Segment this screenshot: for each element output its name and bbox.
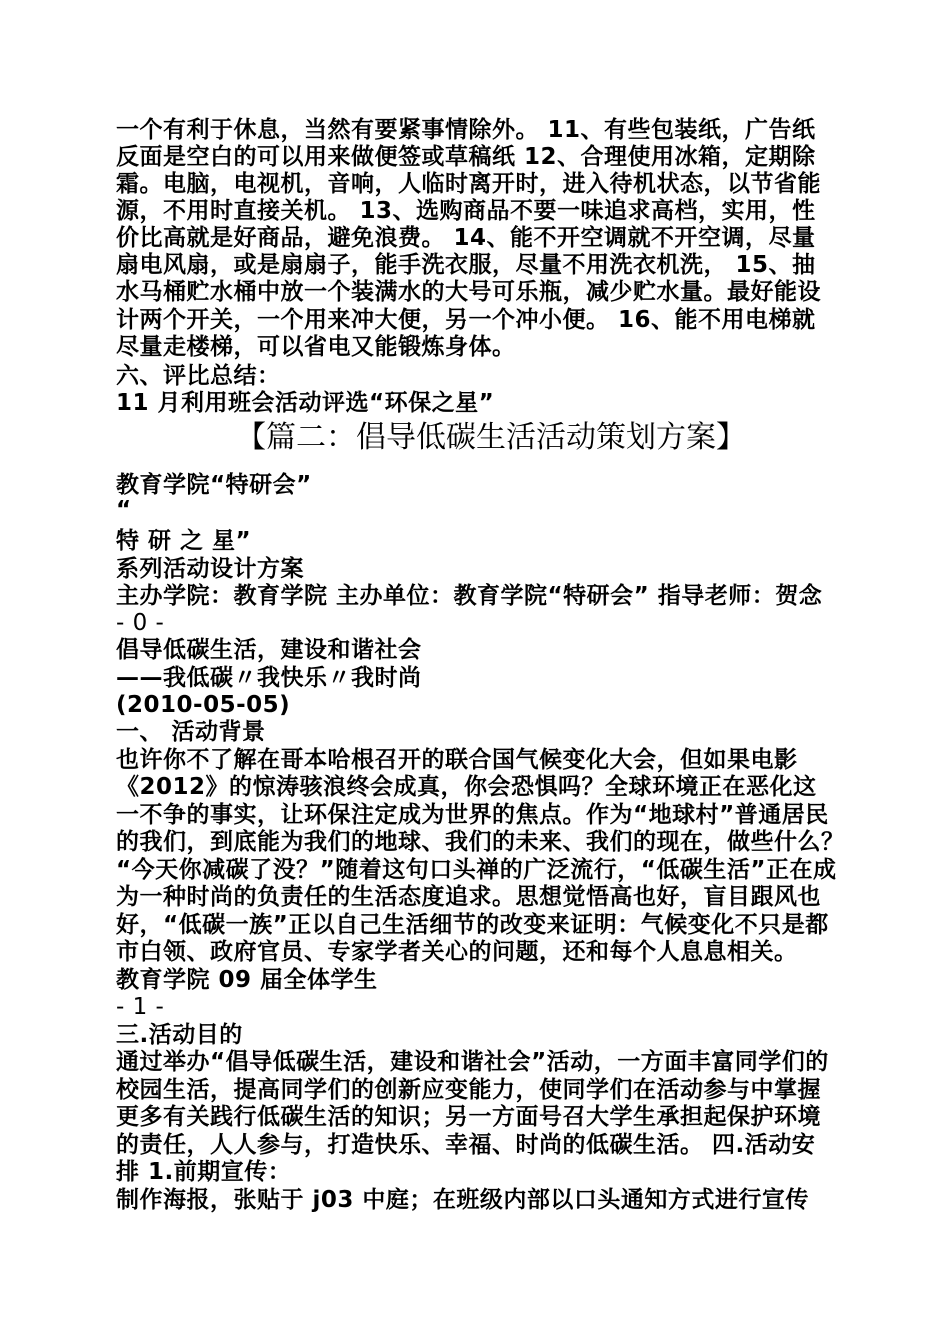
body-line: 好，“低碳一族”正以自己生活细节的改变来证明：气候变化不只是都 [116,912,829,938]
intro-line: 尽量走楼梯，可以省电又能锻炼身体。 [116,334,516,360]
section-text: 11 月利用班会活动评选“环保之星” [116,390,495,416]
header-line: 系列活动设计方案 [116,556,304,582]
body-line: 制作海报，张贴于 j03 中庭；在班级内部以口头通知方式进行宣传 [116,1187,809,1213]
section-heading: 三.活动目的 [116,1022,243,1048]
body-line: 通过举办“倡导低碳生活，建设和谐社会”活动，一方面丰富同学们的 [116,1049,829,1075]
section-heading: 一、 活动背景 [116,719,266,745]
date-line: (2010-05-05) [116,692,291,718]
body-line: 一不争的事实，让环保注定成为世界的焦点。作为“地球村”普通居民 [116,802,829,828]
header-line: 特 研 之 星” [116,528,252,554]
intro-line: 反面是空白的可以用来做便签或草稿纸 12、合理使用冰箱，定期除 [116,144,816,170]
body-line: 教育学院 09 届全体学生 [116,967,378,993]
header-line: 主办学院：教育学院 主办单位：教育学院“特研会” 指导老师：贺念 [116,583,823,609]
body-line: 的我们，到底能为我们的地球、我们的未来、我们的现在，做些什么？ [116,829,845,855]
header-line: 倡导低碳生活，建设和谐社会 [116,637,422,663]
body-line: 也许你不了解在哥本哈根召开的联合国气候变化大会，但如果电影 [116,747,798,773]
intro-line: 计两个开关，一个用来冲大便，另一个冲小便。 16、能不用电梯就 [116,307,816,333]
body-line: 更多有关践行低碳生活的知识；另一方面号召大学生承担起保护环境 [116,1104,821,1130]
intro-line: 水马桶贮水桶中放一个装满水的大号可乐瓶，减少贮水量。最好能设 [116,279,821,305]
page-number: - 1 - [116,994,165,1020]
header-line: 教育学院“特研会” [116,472,312,498]
body-line: 《2012》的惊涛骇浪终会成真，你会恐惧吗？全球环境正在恶化这 [116,774,817,800]
intro-line: 源，不用时直接关机。 13、选购商品不要一味追求高档，实用，性 [116,198,816,224]
intro-line: 扇电风扇，或是扇扇子，能手洗衣服，尽量不用洗衣机洗， 15、抽 [116,252,816,278]
body-line: 为一种时尚的负责任的生活态度追求。思想觉悟高也好，盲目跟风也 [116,884,821,910]
body-line: 校园生活，提高同学们的创新应变能力，使同学们在活动参与中掌握 [116,1077,821,1103]
body-line: 排 1.前期宣传： [116,1159,292,1185]
intro-line: 一个有利于休息，当然有要紧事情除外。 11、有些包装纸，广告纸 [116,117,816,143]
intro-line: 价比高就是好商品，避免浪费。 14、能不开空调就不开空调，尽量 [116,225,816,251]
body-line: “今天你减碳了没？”随着这句口头禅的广泛流行，“低碳生活”正在成 [116,857,837,883]
section-heading: 六、评比总结： [116,363,281,389]
body-line: 市白领、政府官员、专家学者关心的问题，还和每个人息息相关。 [116,939,798,965]
chapter-title: 【篇二：倡导低碳生活活动策划方案】 [236,420,746,455]
intro-line: 霜。电脑，电视机，音响，人临时离开时，进入待机状态，以节省能 [116,171,821,197]
header-line: “ [116,497,132,523]
page-number: - 0 - [116,610,165,636]
body-line: 的责任，人人参与，打造快乐、幸福、时尚的低碳生活。 四.活动安 [116,1132,816,1158]
header-line: ——我低碳〃我快乐〃我时尚 [116,665,422,691]
